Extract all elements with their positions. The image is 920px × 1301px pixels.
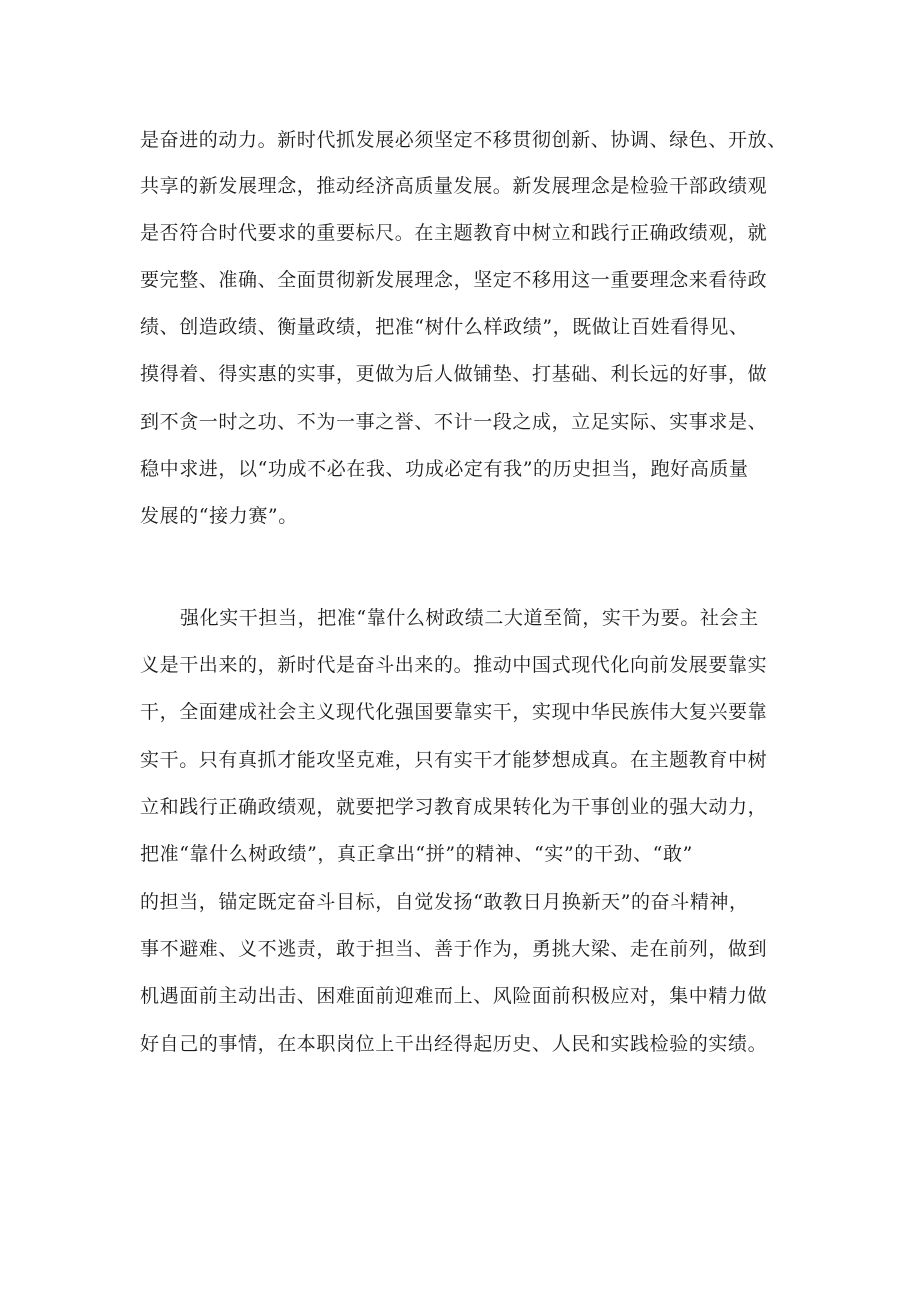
paragraph-1-line-4: 要完整、准确、全面贯彻新发展理念，坚定不移用这一重要理念来看待政 [140, 269, 768, 291]
paragraph-1-line-9: 发展的“接力赛”。 [140, 505, 298, 527]
paragraph-2-line-8: 事不避难、义不逃责，敢于担当、善于作为，勇挑大梁、走在前列，做到 [140, 938, 768, 960]
paragraph-2-line-7: 的担当，锚定既定奋斗目标，自觉发扬“敢教日月换新天”的奋斗精神， [140, 891, 749, 913]
paragraph-1-line-7: 到不贪一时之功、不为一事之誉、不计一段之成，立足实际、实事求是、 [140, 411, 768, 433]
paragraph-2-line-2: 义是干出来的，新时代是奋斗出来的。推动中国式现代化向前发展要靠实 [140, 654, 768, 676]
paragraph-1-line-5: 绩、创造政绩、衡量政绩，把准“树什么样政绩”，既做让百姓看得见、 [140, 316, 749, 338]
paragraph-1-line-6: 摸得着、得实惠的实事，更做为后人做铺垫、打基础、利长远的好事，做 [140, 363, 768, 385]
paragraph-1-line-1: 是奋进的动力。新时代抓发展必须坚定不移贯彻创新、协调、绿色、开放、 [140, 129, 787, 151]
paragraph-2-line-1: 强化实干担当，把准“靠什么树政绩二大道至简，实干为要。社会主 [180, 607, 759, 629]
paragraph-1-line-3: 是否符合时代要求的重要标尺。在主题教育中树立和践行正确政绩观，就 [140, 222, 768, 244]
paragraph-2-line-5: 立和践行正确政绩观，就要把学习教育成果转化为干事创业的强大动力， [140, 796, 768, 818]
paragraph-2-line-4: 实干。只有真抓才能攻坚克难，只有实干才能梦想成真。在主题教育中树 [140, 749, 768, 771]
paragraph-1-line-8: 稳中求进，以“功成不必在我、功成必定有我”的历史担当，跑好高质量 [140, 458, 749, 480]
paragraph-1-line-2: 共享的新发展理念，推动经济高质量发展。新发展理念是检验干部政绩观 [140, 175, 768, 197]
paragraph-2-line-6: 把准“靠什么树政绩”，真正拿出“拼”的精神、“实”的干劲、“敢” [140, 843, 693, 865]
paragraph-2-line-10: 好自己的事情，在本职岗位上干出经得起历史、人民和实践检验的实绩。 [140, 1033, 768, 1055]
paragraph-2-line-9: 机遇面前主动出击、困难面前迎难而上、风险面前积极应对，集中精力做 [140, 985, 768, 1007]
paragraph-2-line-3: 干，全面建成社会主义现代化强国要靠实干，实现中华民族伟大复兴要靠 [140, 701, 768, 723]
